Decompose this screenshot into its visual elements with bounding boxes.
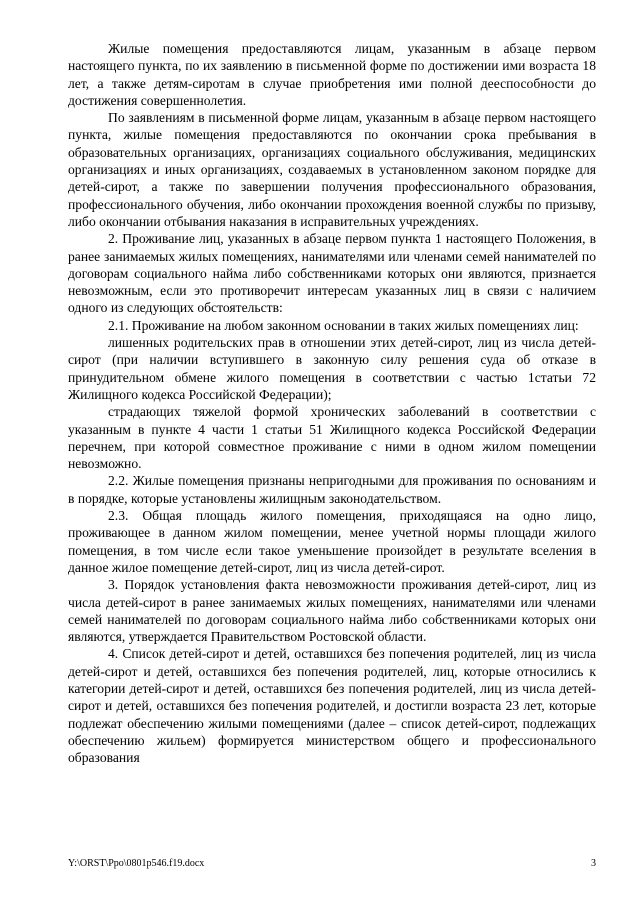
page-number: 3 [591, 858, 596, 869]
paragraph: 3. Порядок установления факта невозможности проживания детей-сирот, лиц из числа детей-сирот в ранее занимаемых жилых помещениях, нанимателями или членами семей нанимателей по договорам социального найма либо собственниками которых они являются, утверждается Правительством Ростовской области. [68, 577, 596, 645]
document-body [68, 40, 596, 766]
paragraph: 2.3. Общая площадь жилого помещения, приходящаяся на одно лицо, проживающее в данном жилом помещении, менее учетной нормы площади жилого помещения, в том числе если такое уменьшение произойдет в результате вселения в данное жилое помещение детей-сирот, лиц из числа детей-сирот. [68, 508, 596, 575]
paragraph: лишенных родительских прав в отношении этих детей-сирот, лиц из числа детей-сирот (при наличии вступившего в законную силу решения суда об отказе в принудительном обмене жилого помещения в соответствии с частью 1статьи 72 Жилищного кодекса Российской Федерации); [68, 335, 596, 402]
paragraph: Жилые помещения предоставляются лицам, указанным в абзаце первом настоящего пункта, по их заявлению в письменной форме по достижении ими возраста 18 лет, а также детям-сиротам в случае приобретения ими полной дееспособности до достижения совершеннолетия. [68, 41, 596, 108]
paragraph: страдающих тяжелой формой хронических заболеваний в соответствии с указанным в пункте 4 части 1 статьи 51 Жилищного кодекса Российской Федерации перечнем, при которой совместное проживание с ними в одном жилом помещении невозможно. [68, 404, 596, 472]
paragraph: 4. Список детей-сирот и детей, оставшихся без попечения родителей, лиц из числа детей-сирот и детей, оставшихся без попечения родителей, лиц, которые относились к категории детей-сирот и детей, оставшихся без попечения родителей, лиц из числа детей-сирот и детей, оставшихся без попечения родителей, и достигли возраста 23 лет, которые подлежат обеспечению жилыми помещениями (далее – список детей-сирот, подлежащих обеспечению жильем) формируется министерством общего и профессионального образования [68, 646, 596, 766]
paragraph: 2.1. Проживание на любом законном основании в таких жилых помещениях лиц: [108, 317, 579, 333]
paragraph: 2. Проживание лиц, указанных в абзаце первом пункта 1 настоящего Положения, в ранее занимаемых жилых помещениях, нанимателями или членами семей нанимателей по договорам социального найма либо собственниками которых они являются, признается невозможным, если это противоречит интересам указанных лиц в связи с наличием одного из следующих обстоятельств: [68, 231, 596, 316]
paragraph: По заявлениям в письменной форме лицам, указанным в абзаце первом настоящего пункта, жилые помещения предоставляются по окончании срока пребывания в образовательных организациях, организациях социального обслуживания, медицинских организациях и иных организациях, создаваемых в установленном законом порядке для детей-сирот, а также по завершении получения профессионального образования, профессионального обучения, либо окончании прохождения военной службы по призыву, либо окончании отбывания наказания в исправительных учреждениях. [68, 110, 596, 229]
footer-file-path: Y:\ORST\Ppo\0801p546.f19.docx [68, 858, 205, 869]
paragraph: 2.2. Жилые помещения признаны непригодными для проживания по основаниям и в порядке, которые установлены жилищным законодательством. [68, 473, 596, 506]
page-footer [68, 858, 596, 869]
